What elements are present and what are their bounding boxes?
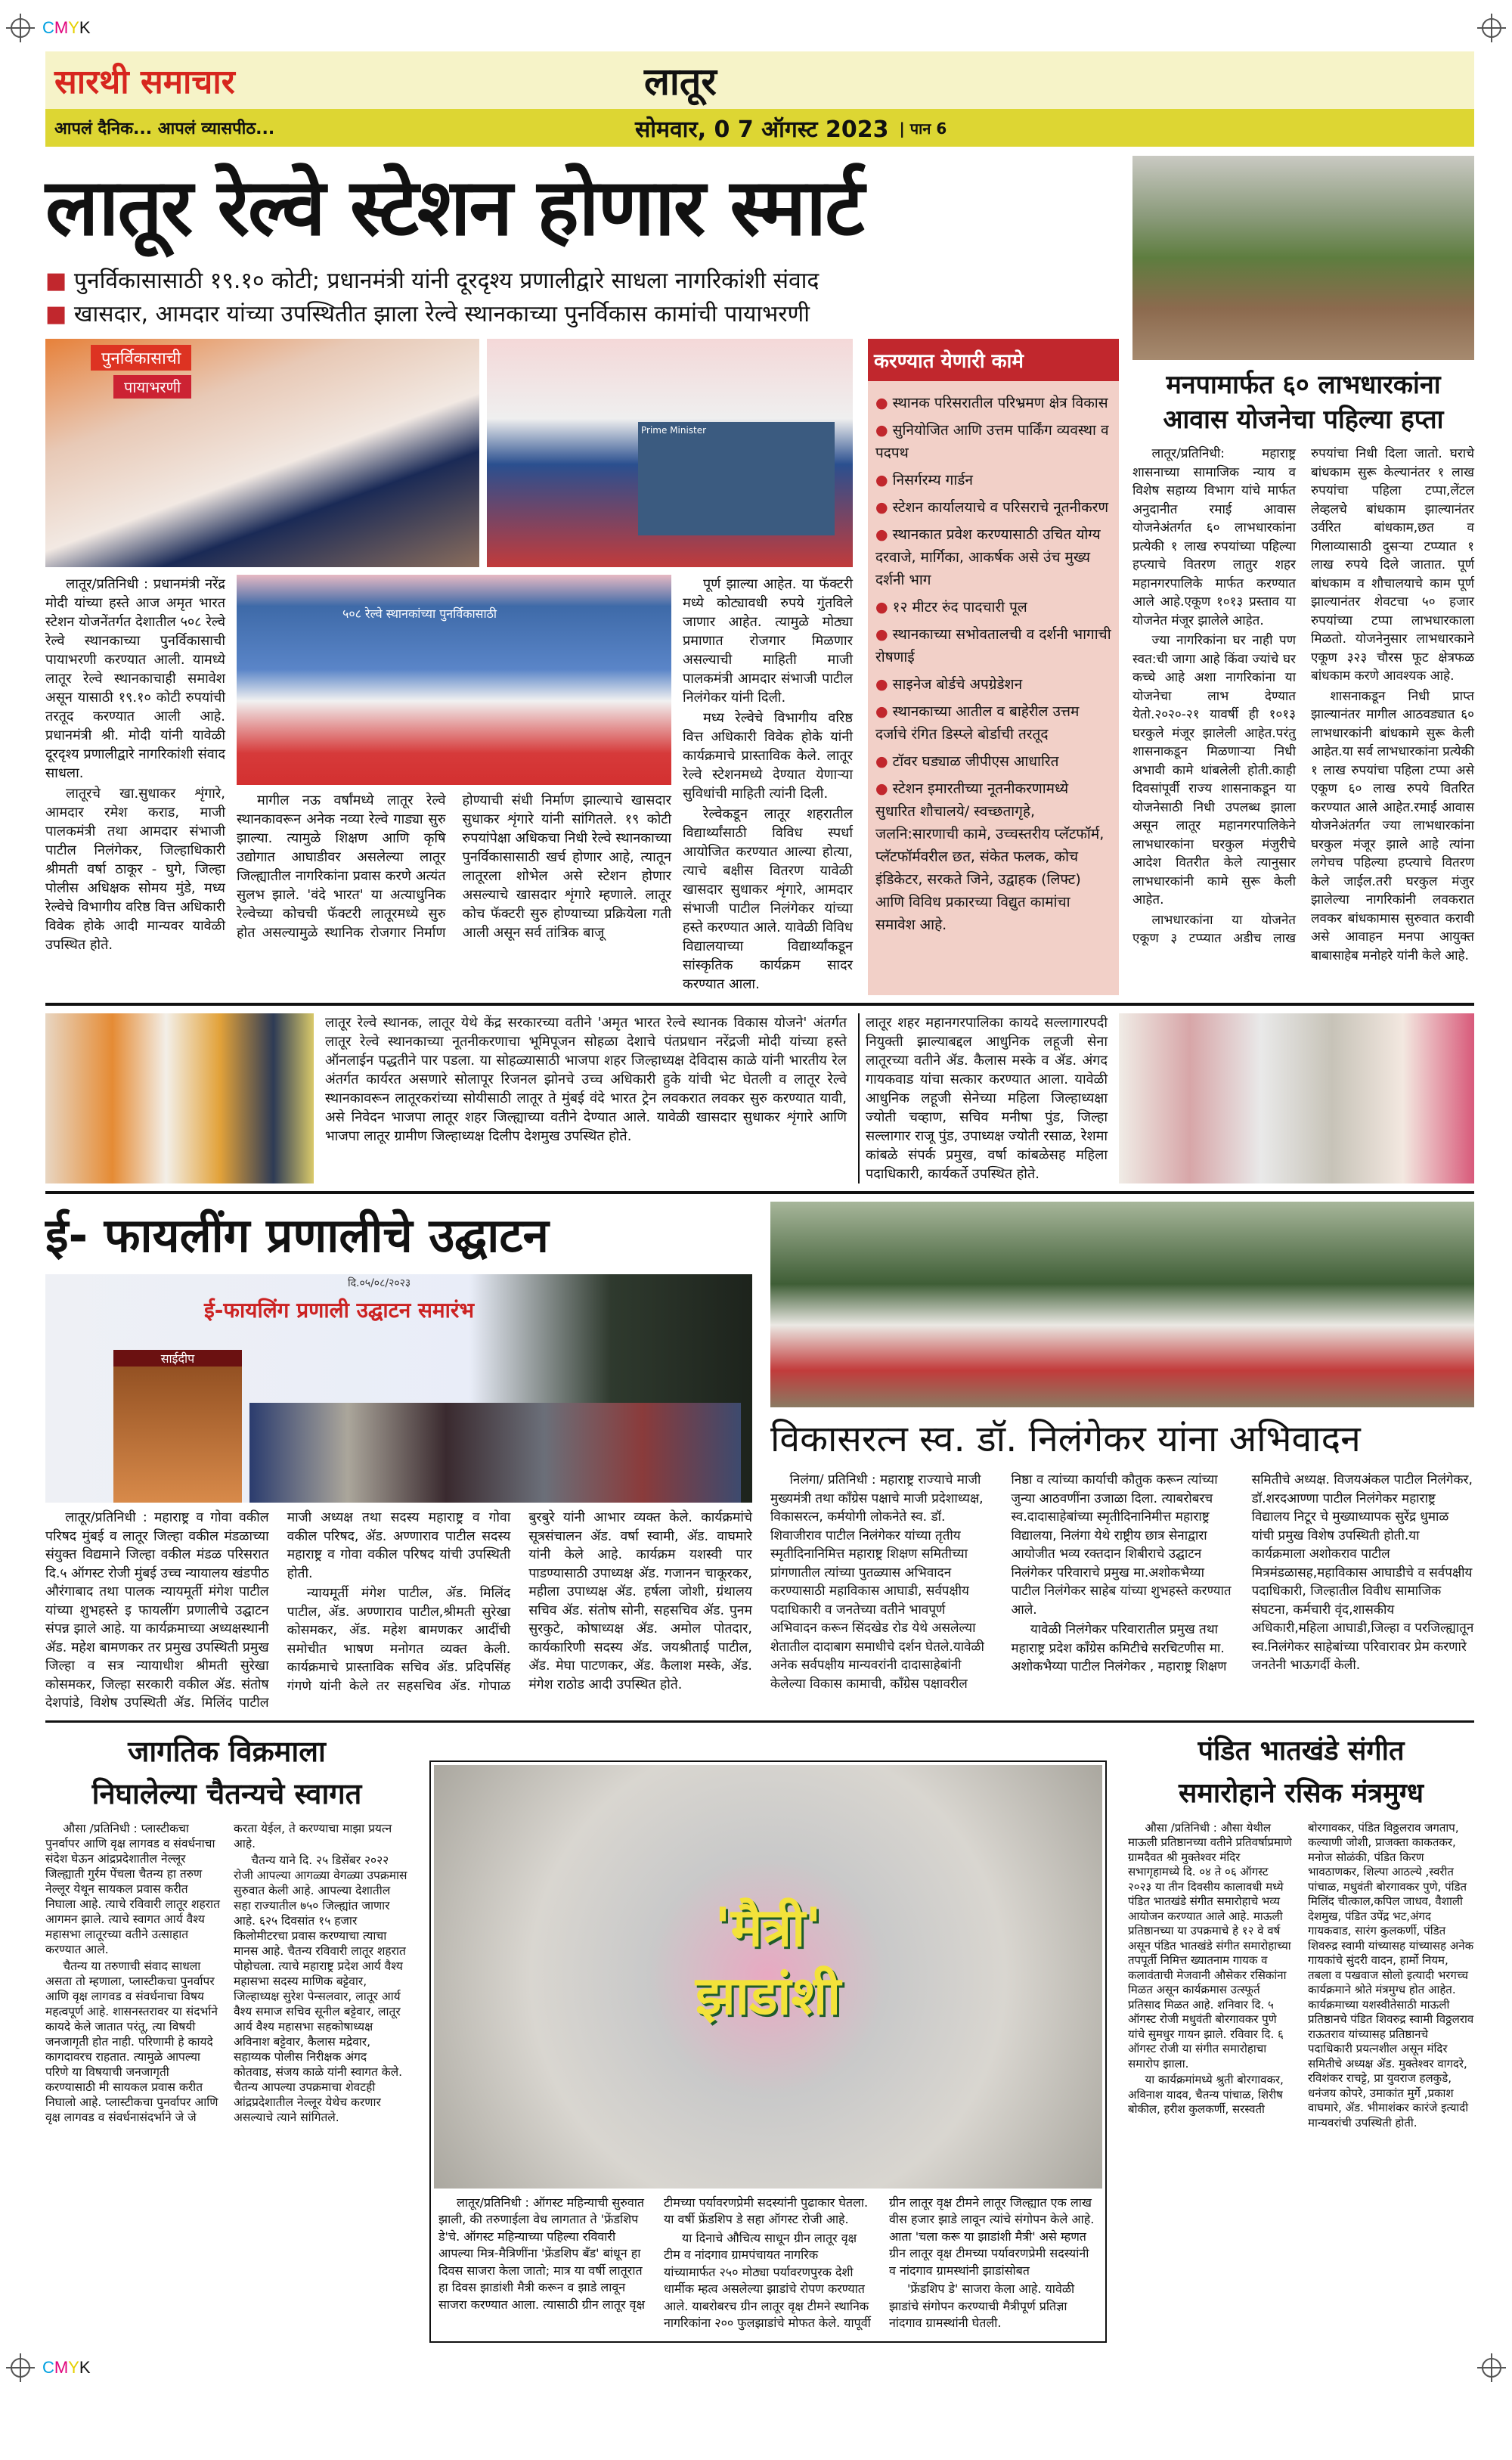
tagline: आपलं दैनिक... आपलं व्यासपीठ...	[54, 119, 275, 138]
lahuji-brief: लातूर शहर महानगरपालिका कायदे सल्लागारपदी नियुक्ती झाल्याबद्दल आधुनिक लहूजी सेना लातूरच्या वतीने ॲड. कैलास मस्के व ॲड. अंगद गायकवाड यांचा सत्कार करण्यात आला. यावेळी आधुनिक लहूजी सेनेच्या महिला जिल्हाध्यक्षा ज्योती चव्हाण, सचिव मनीषा पुंड, जिल्हा सल्लागार राजू पुंड, उपाध्यक्ष ज्योती रसाळ, रेशमा कांबळे संपर्क प्रमुख, वर्षा कांबळेसह महिला पदाधिकारी, कार्यकर्ते उपस्थित होते.	[858, 1013, 1108, 1183]
registration-mark	[11, 2358, 30, 2378]
subhead-item: ■ पुनर्विकासासाठी १९.१० कोटी; प्रधानमंत्री यांनी दूरदृश्य प्रणालीद्वारे साधला नागरिकांशी संवाद	[45, 268, 820, 294]
photo-memorial-tribute	[770, 1202, 1474, 1407]
registration-mark	[11, 18, 30, 38]
section-divider	[45, 1003, 1474, 1006]
registration-mark	[1482, 2358, 1501, 2378]
works-item: ● स्थानक परिसरातील परिभ्रमण क्षेत्र विकास	[875, 395, 1108, 411]
maitri-box	[429, 1760, 1107, 2343]
brief-strip	[45, 1013, 1474, 1183]
circle-bullet-icon: ●	[875, 472, 888, 489]
banner-text: ई-फायलिंग प्रणाली उद्घाटन समारंभ	[204, 1298, 475, 1323]
podium: साईदीप	[113, 1350, 242, 1503]
photo-efiling-ceremony	[45, 1274, 752, 1503]
circle-bullet-icon: ●	[875, 753, 888, 770]
cmyk-mark: CMYK	[42, 2357, 91, 2377]
section-divider	[45, 1191, 1474, 1194]
subhead-item: ■ खासदार, आमदार यांच्या उपस्थितीत झाला रेल्वे स्थानकाच्या पुनर्विकास कामांची पायाभरणी	[45, 301, 810, 327]
awas-headline: मनपामार्फत ६० लाभधारकांना आवास योजनेचा पहिल्या हप्ता	[1163, 370, 1444, 435]
works-item: ● साइनेज बोर्डचे अपग्रेडेशन	[875, 676, 1023, 693]
banner-date: दि.०५/०८/२०२३	[348, 1277, 411, 1289]
lead-subheads	[45, 265, 1119, 331]
photo-dignitaries-screen	[487, 339, 853, 567]
chaitanya-body: औसा /प्रतिनिधी : प्लास्टीकचा पुनर्वापर आणि वृक्ष लागवड व संवर्धनाचा संदेश घेऊन आंद्रप्रदेशातील नेल्लूर जिल्ह्याती गुर्रम पेंचला चैतन्य हा तरुण नेल्लूर येथून सायकल प्रवास करीत निघाला आहे. त्याचे रविवारी लातूर शहरात आगमन झाले. त्याचे स्वागत आर्य वैश्य महासभा लातूरच्या वतीने उत्साहात करण्यात आले. चैतन्य या तरुणाची संवाद साधला असता तो म्हणाला, प्लास्टीकचा पुनर्वापर आणि वृक्ष लागवड व संवर्धनाचा विषय महत्वपूर्ण आहे. शासनस्तरावर या संदर्भाने कायदे केले जातात परंतू, त्या विषयी जनजागृती होत नाही. परिणामी हे कायदे कागदावरच राहतात. त्यामुळे आपल्या परिणे या विषयाची जनजागृती करण्यासाठी मी सायकल प्रवास करीत निघालो आहे. प्लास्टीकचा पुनर्वापर आणि वृक्ष लागवड व संवर्धनासंदर्भाने जे जे करता येईल, ते करण्याचा माझा प्रयत्न आहे. चैतन्य याने दि. २५ डिसेंबर २०२२ रोजी आपल्या आगळ्या वेगळ्या उपक्रमास सुरुवात केली आहे. आपल्या देशातील सहा राज्यातील ७५० जिल्ह्यांत जाणार आहे. ६२५ दिवसांत १५ हजार किलोमीटरचा प्रवास करण्याचा त्याचा मानस आहे. चैतन्य रविवारी लातूर शहरात पोहोचला. त्याचे महाराष्ट्र प्रदेश आर्य वैश्य महासभा सदस्य माणिक बट्टेवार, जिल्हाध्यक्ष सुरेश पेन्सलवार, लातूर आर्य वैश्य समाज सचिव सूनील बट्टेवार, लातूर आर्य वैश्य महासभा सहकोषाध्यक्ष अविनाश बट्टेवार, कैलास मद्रेवार, सहाय्यक पोलीस निरीक्षक अंगद कोतवाड, संजय काळे यांनी स्वागत केले. चैतन्य आपल्या उपक्रमाचा शेवटही आंद्रप्रदेशातील नेल्लूर येथेच करणार असल्याचे त्याने सांगितले.	[45, 1821, 407, 2124]
works-item: ● टॉवर घड्याळ जीपीएस आधारित	[875, 753, 1059, 770]
photo-bjp-delegation	[45, 1013, 314, 1183]
works-item: ● स्थानकाच्या सभोवतालची व दर्शनी भागाची रोषणाई	[875, 626, 1111, 665]
section-divider	[45, 1720, 1474, 1723]
square-bullet-icon: ■	[45, 301, 67, 327]
lead-column-4: पूर्ण झाल्या आहेत. या फॅक्टरी मध्ये कोट्यावधी रुपये गुंतविले जाणार आहेत. त्यामुळे मोठ्या प्रमाणात रोजगार मिळणार असल्याची माहिती माजी पालकमंत्री आमदार संभाजी पाटील निलंगेकर यांनी दिली. मध्य रेल्वेचे विभागीय वरिष्ठ वित्त अधिकारी विवेक होके यांनी कार्यक्रमाचे प्रास्ताविक केले. लातूर रेल्वे स्टेशनमध्ये देण्यात येणाऱ्या सुविधांची माहिती त्यांनी दिली. रेल्वेकडून लातूर शहरातील विद्यार्थ्यांसाठी विविध स्पर्धा आयोजित करण्यात आल्या होत्या, त्याचे बक्षीस वितरण यावेळी खासदार सुधाकर शृंगारे, आमदार संभाजी पाटील निलंगेकर यांच्या हस्ते करण्यात आले. यावेळी विविध विद्यालयाच्या विद्यार्थ्यांकडून सांस्कृतिक कार्यक्रम सादर करण्यात आला.	[683, 576, 853, 992]
cmyk-mark: CMYK	[42, 18, 91, 37]
edition-name: लातूर	[644, 60, 717, 104]
efiling-headline: ई- फायलींग प्रणालीचे उद्घाटन	[45, 1208, 549, 1263]
paper-name: सारथी समाचार	[54, 63, 235, 101]
works-box	[868, 339, 1119, 995]
chaitanya-headline: जागतिक विक्रमाला निघालेल्या चैतन्यचे स्वागत	[91, 1734, 362, 1810]
nilangekar-headline: विकासरत्न स्व. डॉ. निलंगेकर यांना अभिवादन	[770, 1418, 1361, 1460]
top-section	[45, 156, 1474, 995]
photo-title: 'मैत्री' झाडांशी	[695, 1896, 841, 2027]
dateline-band	[45, 109, 1474, 147]
circle-bullet-icon: ●	[875, 526, 888, 543]
works-item: ● निसर्गरम्य गार्डन	[875, 472, 973, 489]
works-item: ● स्टेशन इमारतीच्या नूतनीकरणामध्ये सुधारित शौचालये/ स्वच्छतागृहे, जलनि:सारणाची कामे, उच्चस्तरीय प्लॅटफॉर्म, प्लॅटफॉर्मवरील छत, संकेत फलक, कोच इंडिकेटर, सरकते जिने, उद्वाहक (लिफ्ट) आणि विविध प्रकारच्या विद्युत कामांचा समावेश आहे.	[875, 780, 1105, 933]
bottom-section	[45, 1730, 1474, 2343]
photo-friendship-trees	[434, 1765, 1102, 2189]
works-item: ● स्थानकाच्या आतील व बाहेरील उत्तम दर्जाचे रंगित डिस्प्ले बोर्डाची तरतूद	[875, 703, 1080, 743]
masthead-band	[45, 51, 1474, 109]
photo-construction-site	[1132, 156, 1474, 360]
square-bullet-icon: ■	[45, 268, 67, 294]
registration-mark	[1482, 18, 1501, 38]
date: सोमवार, 0 7 ऑगस्ट 2023	[635, 116, 889, 143]
efiling-body: लातूर/प्रतिनिधी : महाराष्ट्र व गोवा वकील परिषद मुंबई व लातूर जिल्हा वकील मंडळाच्या संयुक्त विद्यमाने जिल्हा वकील मंडळ परिसरात दि.५ ऑगस्ट रोजी मुंबई उच्च न्यायालय खंडपीठ औरंगाबाद तथा पालक न्यायमूर्ती मंगेश पाटील यांच्या शुभहस्ते इ फायलींग प्रणालीचे उद्घाटन संपन्न झाले आहे. या कार्यक्रमाच्या अध्यक्षस्थानी ॲड. महेश बामणकर तर प्रमुख उपस्थिती प्रमुख जिल्हा व सत्र न्यायाधीश श्रीमती सुरेखा कोसमकर, जिल्हा सरकारी वकील ॲड. संतोष देशपांडे, विशेष उपस्थिती ॲड. मिलिंद पाटील माजी अध्यक्ष तथा सदस्य महाराष्ट्र व गोवा वकील परिषद, ॲड. अण्णाराव पाटील सदस्य महाराष्ट्र व गोवा वकील परिषद यांची उपस्थिती होती. न्यायमूर्ती मंगेश पाटील, ॲड. मिलिंद पाटील, ॲड. अण्णाराव पाटील,श्रीमती सुरेखा कोसमकर, ॲड. महेश बामणकर आदींची समोचीत भाषण मनोगत व्यक्त केली. कार्यक्रमाचे प्रास्ताविक सचिव ॲड. प्रदिपसिंह गंगणे यांनी केले तर सहसचिव ॲड. गोपाळ बुरबुरे यांनी आभार व्यक्त केले. कार्यक्रमांचे सूत्रसंचालन ॲड. वर्षा स्वामी, ॲड. वाघमारे यांनी केले आहे. कार्यक्रम यशस्वी पार पाडण्यासाठी उपाध्यक्ष ॲड. गजानन चाकूरकर, महीला उपाध्यक्ष ॲड. हर्षला जोशी, ग्रंथालय सचिव ॲड. संतोष सोनी, सहसचिव ॲड. पुनम सुरकुटे, कोषाध्यक्ष ॲड. अमोल पोतदार, कार्यकारिणी सदस्य ॲड. जयश्रीताई पाटील, ॲड. मेघा पाटणकर, ॲड. कैलाश मस्के, ॲड. मंगेश राठोड आदी उपस्थित होते.	[45, 1510, 752, 1711]
circle-bullet-icon: ●	[875, 395, 888, 411]
lead-column-1: लातूर/प्रतिनिधी : प्रधानमंत्री नरेंद्र मोदी यांच्या हस्ते आज अमृत भारत स्टेशन योजनेंतर्गत देशातील ५०८ रेल्वे रेल्वे स्थानकाच्या पुनर्विकासाची पायाभरणी करण्यात आली. यामध्ये लातूर रेल्वे स्थानकाचाही समावेश असून यासाठी १९.१० कोटी रुपयांची तरतूद करण्यात आली आहे. प्रधानमंत्री श्री. मोदी यांनी यावेळी दूरदृश्य प्रणालीद्वारे नागरिकांशी संवाद साधला. लातूरचे खा.सुधाकर शृंगारे, आमदार रमेश कराड, माजी पालकमंत्री तथा आमदार संभाजी पाटील निलंगेकर, जिल्हाधिकारी श्रीमती वर्षा ठाकूर - घुगे, जिल्हा पोलीस अधिक्षक सोमय मुंडे, मध्य रेल्वेचे विभागीय वरिष्ठ वित्त अधिकारी विवेक होके आदी मान्यवर यावेळी उपस्थित होते.	[45, 576, 225, 953]
photo-stage-ceremony	[45, 339, 479, 567]
awas-body: लातूर/प्रतिनिधी: महाराष्ट्र शासनाच्या सामाजिक न्याय व विशेष सहाय्य विभाग यांचे मार्फत अनुदानीत रमाई आवास योजनेअंतर्गत ६० लाभधारकांना प्रत्येकी १ लाख रुपयांच्या पहिल्या हप्त्याचे वितरण लातुर शहर महानगरपालिके मार्फत करण्यात आले आहे.एकूण १०१३ प्रस्ताव या योजनेत मंजूर झालेले आहेत. ज्या नागरिकांना घर नाही पण स्वत:ची जागा आहे किंवा ज्यांचे घर कच्चे आहे अशा नागरिकांना या योजनेचा लाभ देण्यात येतो.२०२०-२१ यावर्षी ही १०१३ घरकुले मंजूर झालेली आहेत.परंतु शासनाकडून मिळणाऱ्या निधी अभावी कामे थांबलेली होती.काही दिवसांपूर्वी राज्य शासनाकडून या योजनेसाठी निधी उपलब्ध झाला असून लातूर महानगरपालिकेने लाभधारकांना घरकुल मंजुरीचे आदेश वितरीत केले त्यानुसार लाभधारकांनी कामे सुरू केली आहेत. लाभधारकांना या योजनेत एकूण ३ टप्प्यात अडीच लाख रुपयांचा निधी दिला जातो. घराचे बांधकाम सुरू केल्यानंतर १ लाख रुपयांचा पहिला टप्पा,लेंटल लेव्हलचे बांधकाम झाल्यानंतर उर्वरित बांधकाम,छत व गिलाव्यासाठी दुसऱ्या टप्प्यात १ लाख रुपये दिले जातात. पूर्ण बांधकाम व शौचालयाचे काम पूर्ण झाल्यानंतर शेवटचा ५० हजार रुपयांच्या टप्पा लाभधारकाला मिळतो. योजनेनुसार लाभधारकाने एकूण ३२३ चौरस फूट क्षेत्रफळ बांधकाम करणे आवश्यक आहे. शासनाकडून निधी प्राप्त झाल्यानंतर मागील आठवड्यात ६० लाभधारकांनी बांधकामे सुरू केली आहेत.या सर्व लाभधारकांना प्रत्येकी १ लाख रुपयांचा पहिला टप्पा असे एकूण ६० लाख रुपये वितरित करण्यात आले आहेत.रमाई आवास योजनेअंतर्गत ज्या लाभधारकांना घरकुल मंजूर झाले आहे त्यांना लगेचच पहिल्या हप्त्याचे वितरण केले जाईल.तरी घरकुल मंजुर झालेल्या नागरिकांनी लवकरात लवकर बांधकामास सुरुवात करावी असे आवाहन मनपा आयुक्त बाबासाहेब मनोहरे यांनी केले आहे.	[1132, 446, 1474, 963]
works-item: ● १२ मीटर रुंद पादचारी पूल	[875, 599, 1027, 616]
maitri-body: लातूर/प्रतिनिधी : ऑगस्ट महिन्याची सुरुवात झाली, की तरुणाईला वेध लागतात ते 'फ्रेंडशिप डे'चे. ऑगस्ट महिन्याच्या पहिल्या रविवारी आपल्या मित्र-मैत्रिणींना 'फ्रेंडशिप बँड' बांधून हा दिवस साजरा केला जातो; मात्र या वर्षी लातूरात हा दिवस झाडांशी मैत्री करून व झाडे लावून साजरा करण्यात आला. त्यासाठी ग्रीन लातूर वृक्ष टीमच्या पर्यावरणप्रेमी सदस्यांनी पुढाकार घेतला. या वर्षी फ्रेंडशिप डे सहा ऑगस्ट रोजी आहे. या दिनाचे औचित्य साधून ग्रीन लातूर वृक्ष टीम व नांदगाव ग्रामपंचायत नागरिक यांच्यामार्फत २५० मोठ्या पर्यावरणपुरक देशी धार्मीक म्हत्व असलेल्या झाडांचे रोपण करण्यात आले. याबरोबरच ग्रीन लातूर वृक्ष टीमने स्थानिक नागरिकांना २०० फुलझाडांचे मोफत केले. यापूर्वी ग्रीन लातूर वृक्ष टीमने लातूर जिल्ह्यात एक लाख वीस हजार झाडे लावून त्यांचे संगोपन केले आहे. आता 'चला करू या झाडांशी मैत्री' असे म्हणत ग्रीन लातूर वृक्ष टीमच्या पर्यावरणप्रेमी सदस्यांनी व नांदगाव ग्रामस्थांनी झाडांसोबत 'फ्रेंडशिप डे' साजरा केला आहे. यावेळी झाडांचे संगोपन करण्याची मैत्रीपूर्ण प्रतिज्ञा नांदगाव ग्रामस्थांनी घेतली.	[438, 2195, 1095, 2330]
middle-section	[45, 1202, 1474, 1713]
print-marks-bottom	[0, 2343, 1512, 2391]
circle-bullet-icon: ●	[875, 676, 888, 693]
photo-students-performance	[237, 575, 671, 785]
screen-display: Prime Minister	[638, 422, 835, 535]
lead-columns-2-3: मागील नऊ वर्षांमध्ये लातूर रेल्वे स्थानकावरून अनेक नव्या रेल्वे गाड्या सुरु झाल्या. त्यामुळे शिक्षण आणि कृषि उद्योगात आघाडीवर असलेल्या लातूर जिल्ह्यातील नागरिकांना प्रवास करणे अत्यंत सुलभ झाले. 'वंदे भारत' या अत्याधुनिक रेल्वेच्या कोचची फॅक्टरी लातूरमध्ये सुरु होत असल्यामुळे स्थानिक रोजगार निर्माण होण्याची संधी निर्माण झाल्याचे खासदार सुधाकर शृंगारे यांनी सांगितले. १९ कोटी रुपयांपेक्षा अधिकचा निधी रेल्वे स्थानकाच्या पुनर्विकासासाठी खर्च होणार आहे, त्यातून लातूरला शोभेल असे स्टेशन होणार असल्याचे खासदार शृंगारे म्हणाले. लातूर कोच फॅक्टरी सुरु होण्याच्या प्रक्रियेला गती आली असून सर्व तांत्रिक बाजू	[237, 793, 671, 941]
circle-bullet-icon: ●	[875, 626, 888, 643]
banner-text: पुनर्विकासाची	[91, 345, 191, 371]
circle-bullet-icon: ●	[875, 499, 888, 516]
works-box-title: करण्यात येणारी कामे	[868, 339, 1119, 381]
works-item: ● स्टेशन कार्यालयाचे व परिसराचे नूतनीकरण	[875, 499, 1109, 516]
seated-guests	[249, 1403, 741, 1503]
bhatkhande-body: औसा /प्रतिनिधी : औसा येथील माऊली प्रतिष्ठानच्या वतीने प्रतिवर्षाप्रमाणे ग्रामदैवत श्री मुक्तेश्वर मंदिर सभागृहामध्ये दि. ०४ ते ०६ ऑगस्ट २०२३ या तीन दिवसीय कालावधी मध्ये पंडित भातखंडे संगीत समारोहाचे भव्य आयोजन करण्यात आले आहे. माऊली प्रतिष्ठानच्या या उपक्रमाचे हे १२ वे वर्ष असून पंडित भातखंडे संगीत समारोहाच्या तपपूर्ती निमित्त ख्यातनाम गायक व कलावंताची मेजवानी औसेकर रसिकांना मिळत असून कार्यक्रमास उत्स्फूर्त प्रतिसाद मिळत आहे. शनिवार दि. ५ ऑगस्ट रोजी मधुवंती बोरगावकर पुणे यांचे सुमधुर गायन झाले. रविवार दि. ६ ऑगस्ट रोजी या संगीत समारोहाचा समारोप झाला. या कार्यक्रमांमध्ये श्रुती बोरगावकर, अविनाश यादव, चैतन्य पांचाळ, शिरीष बोकील, हरीश कुलकर्णी, सरस्वती बोरगावकर, पंडित विठ्ठलराव जगताप, कल्याणी जोशी, प्राजक्ता काकतकर, मनोज सोळंकी, पंडित किरण भावठाणकर, शिल्पा आठल्ये ,स्वरीत पांचाळ, मधुवंती बोरगावकर पुणे, पंडित मिलिंद चीत्काल,कपिल जाधव, वैशाली देशमुख, पंडित उपेंद्र भट,अंगद गायकवाड, सारंग कुलकर्णी, पंडित शिवरुद्र स्वामी यांच्यासह यांच्यासह अनेक गायकांचे सुंदरी वादन, हार्मो नियम, तबला व पखवाज सोलो इत्यादी भरगच्च कार्यक्रमाने श्रोते मंत्रमुग्ध होत आहेत. कार्यक्रमाच्या यशस्वीतेसाठी माऊली प्रतिष्ठानचे पंडित शिवरुद्र स्वामी विठ्ठलराव राऊतराव यांच्यासह प्रतिष्ठानचे पदाधिकारी प्रयत्नशील असून मंदिर समितीचे अध्यक्ष ॲड. मुक्तेश्वर वागदरे, रविशंकर राचट्टे, प्रा युवराज हलकुडे, धनंजय कोपरे, उमाकांत मुर्गे ,प्रकाश वाघमारे, ॲड. भीमाशंकर कारंजे इत्यादी मान्यवरांची उपस्थिती होती.	[1128, 1820, 1474, 2130]
nilangekar-body: निलंगा/ प्रतिनिधी : महाराष्ट्र राज्याचे माजी मुख्यमंत्री तथा काँग्रेस पक्षाचे माजी प्रदेशाध्यक्ष, विकासरत्न, कर्मयोगी लोकनेते स्व. डॉ. शिवाजीराव पाटील निलंगेकर यांच्या तृतीय स्मृतीदिनानिमित्त महाराष्ट्र शिक्षण समितीच्या प्रांगणातील त्यांच्या पुतळ्यास अभिवादन करण्यासाठी महाविकास आघाडी, सर्वपक्षीय पदाधिकारी व जनतेच्या वतीने भावपूर्ण अभिवादन करून सिंदखेड रोड येथे असलेल्या शेतातील दादाबाग समाधीचे दर्शन घेतले.यावेळी अनेक सर्वपक्षीय मान्यवरांनी दादासाहेबांनी केलेल्या विकास कामाची, काँग्रेस पक्षावरील निष्ठा व त्यांच्या कार्याची कौतुक करून त्यांच्या जुन्या आठवणींना उजाळा दिला. त्याबरोबरच स्व.दादासाहेबांच्या स्मृतीदिनानिमीत्त महाराष्ट्र विद्यालया, निलंगा येथे राष्ट्रीय छात्र सेनाद्वारा आयोजीत भव्य रक्तदान शिबीराचे उद्घाटन निलंगेकर परिवाराचे प्रमुख मा.अशोकभैय्या पाटील निलंगेकर साहेब यांच्या शुभहस्ते करण्यात आले. यावेळी निलंगेकर परिवारातील प्रमुख तथा महाराष्ट्र प्रदेश काँग्रेस कमिटीचे सरचिटणीस मा. अशोकभैय्या पाटील निलंगेकर , महाराष्ट्र शिक्षण समितीचे अध्यक्ष. विजयअंकल पाटील निलंगेकर, डॉ.शरदआण्णा पाटील निलंगेकर महाराष्ट्र विद्यालय निटूर चे मुख्याध्यापक सुरेंद्र धुमाळ यांची प्रमुख विशेष उपस्थिती होती.या कार्यक्रमाला अशोकराव पाटील मित्रमंडळासह,महाविकास आघाडीचे व सर्वपक्षीय पदाधिकारी, जिल्हातील विवीध सामाजिक संघटना, कर्मचारी वृंद,शासकीय अधिकारी,महिला आघाडी,जिल्हा व परजिल्ह्यातून स्व.निलंगेकर साहेबांच्या परिवारावर प्रेम करणारे जनतेनी भाऊगर्दी केली.	[770, 1472, 1474, 1692]
circle-bullet-icon: ●	[875, 422, 888, 439]
page-number: | पान 6	[899, 119, 947, 138]
banner-text: पायाभरणी	[113, 375, 191, 399]
lead-headline: लातूर रेल्वे स्टेशन होणार स्मार्ट	[45, 161, 863, 253]
circle-bullet-icon: ●	[875, 703, 888, 720]
circle-bullet-icon: ●	[875, 599, 888, 616]
bhatkhande-headline: पंडित भातखंडे संगीत समारोहाने रसिक मंत्रमुग्ध	[1179, 1735, 1424, 1809]
works-item: ● सुनियोजित आणि उत्तम पार्किंग व्यवस्था व पदपथ	[875, 422, 1109, 461]
works-item: ● स्थानकात प्रवेश करण्यासाठी उचित योग्य दरवाजे, मार्गिका, आकर्षक असे उंच मुख्य दर्शनी भाग	[875, 526, 1101, 588]
print-marks-top	[0, 0, 1512, 51]
bjp-brief: लातूर रेल्वे स्थानक, लातूर येथे केंद्र सरकारच्या वतीने 'अमृत भारत रेल्वे स्थानक विकास योजने' अंतर्गत लातूर रेल्वे स्थानकाच्या नूतनीकरणाचा भूमिपूजन सोहळा देशाचे पंतप्रधान नरेंद्रजी मोदी यांच्या हस्ते ऑनलाईन पद्धतीने पार पडला. या सोहळ्यासाठी भाजपा शहर जिल्हाध्यक्ष देविदास काळे यांनी भारतीय रेल अंतर्गत कार्यरत असणारे सोलापूर रिजनल झोनचे उच्च अधिकारी हुके यांची भेट घेतली व लातूर रेल्वे स्थानकावरून लातूरकरांच्या सोयीसाठी लातूर ते मुंबई वंदे भारत ट्रेन लवकरात लवकर सुरु करण्यात यावी, असे निवेदन भाजपा लातूर शहर जिल्ह्याच्या वतीने देण्यात आले. यावेळी खासदार सुधाकर शृंगारे आणि भाजपा लातूर ग्रामीण जिल्हाध्यक्ष दिलीप देशमुख उपस्थित होते.	[325, 1015, 847, 1144]
circle-bullet-icon: ●	[875, 780, 888, 797]
banner-text: ५०८ रेल्वे स्थानकांच्या पुनर्विकासाठी	[342, 606, 497, 621]
photo-felicitation	[1119, 1013, 1474, 1183]
